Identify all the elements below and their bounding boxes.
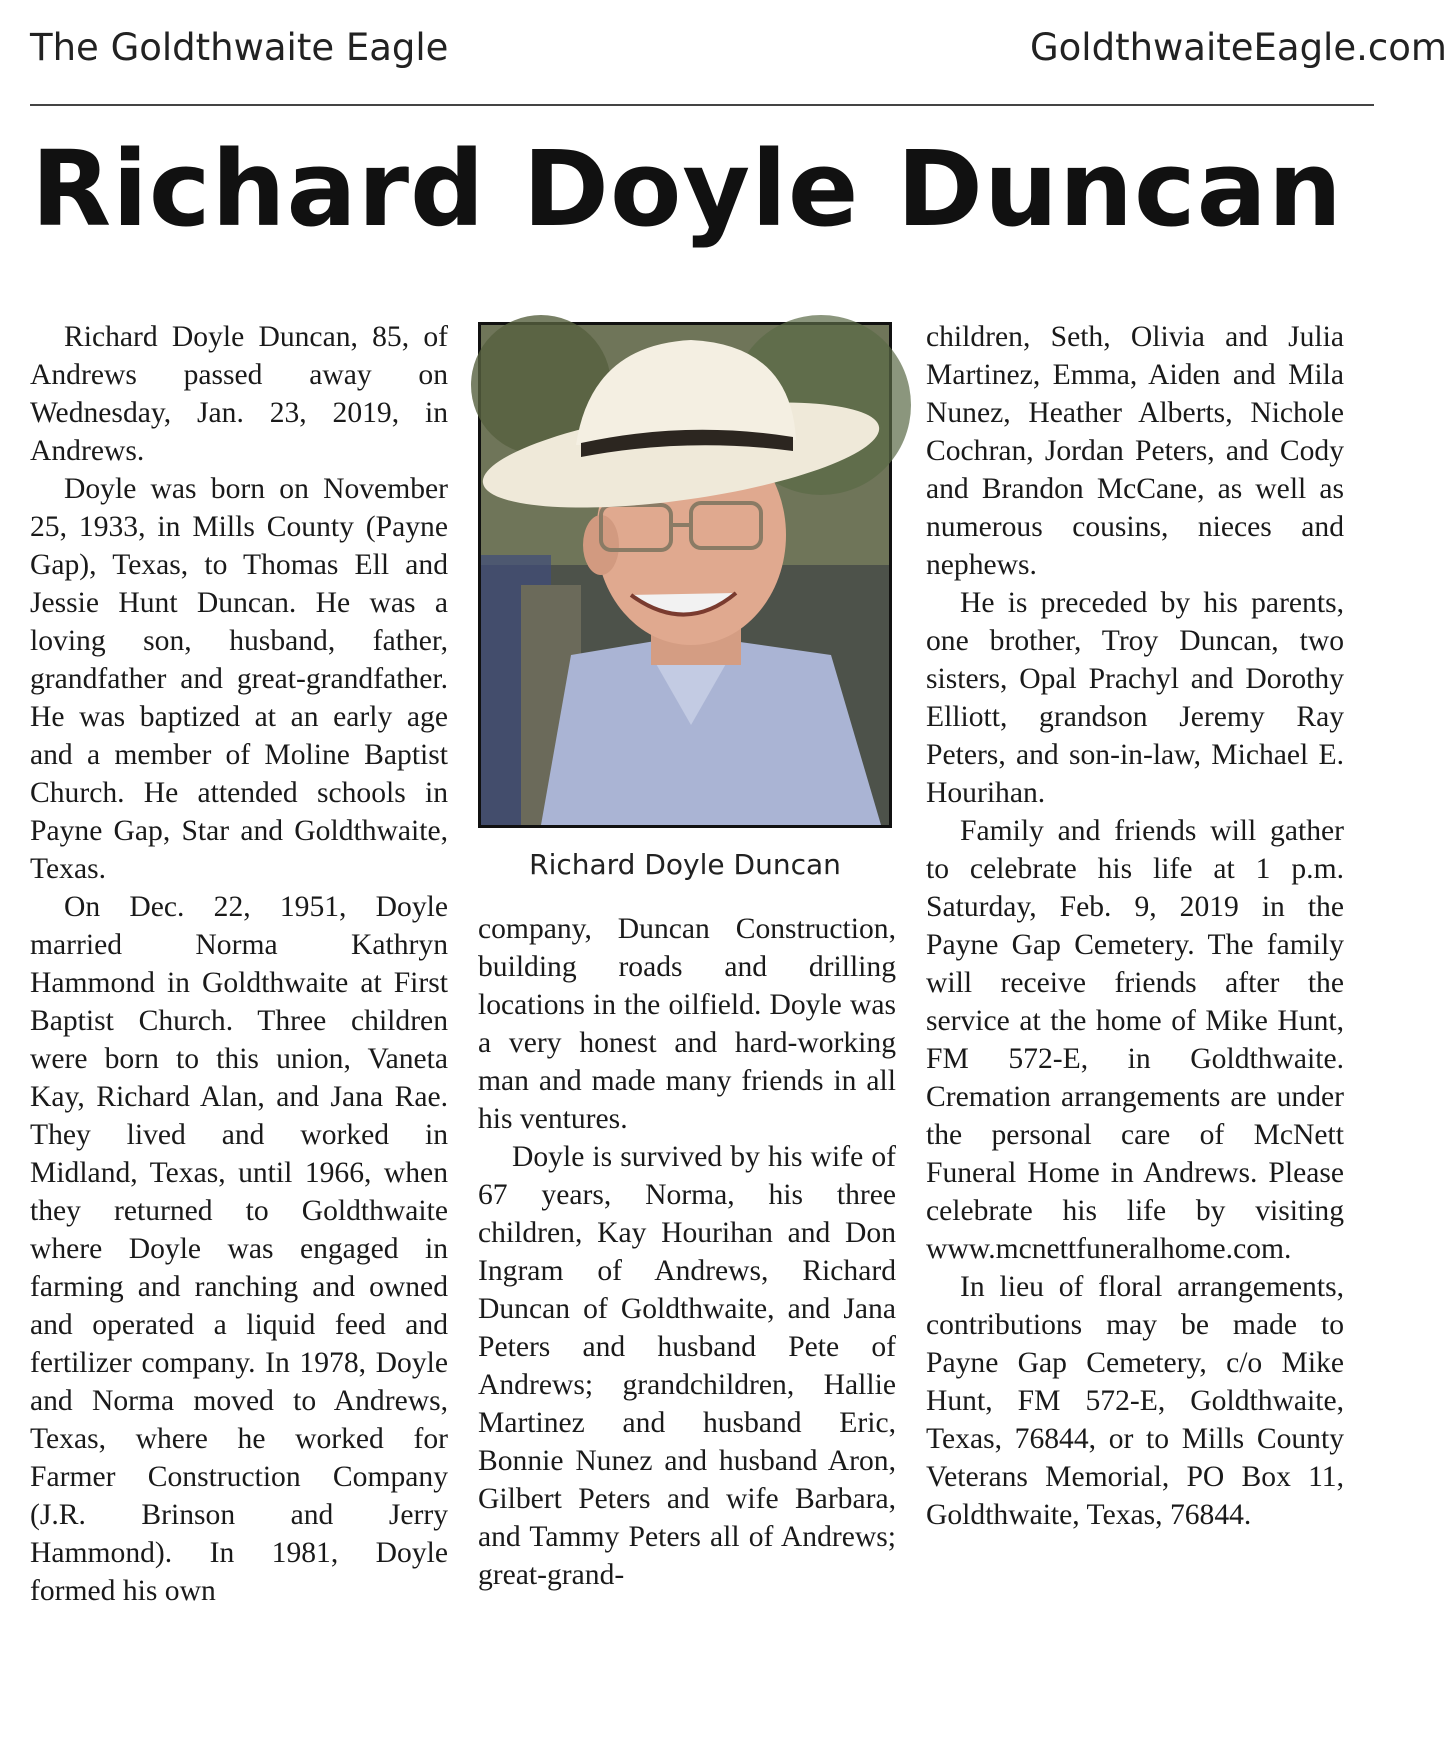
paragraph: company, Duncan Construction, building roads and drilling locations in the oilfield. Doyle was a very honest and hard-working man and made many friends in all his ventures. (478, 913, 896, 1135)
photo-caption: Richard Doyle Duncan (529, 848, 841, 881)
paragraph: Richard Doyle Duncan, 85, of Andrews passed away on Wednesday, Jan. 23, 2019, in Andrews. (30, 321, 448, 467)
article-column-1 (30, 318, 448, 1610)
newspaper-name: The Goldthwaite Eagle (30, 26, 449, 69)
paragraph: He is preceded by his parents, one brother, Troy Duncan, two sisters, Opal Prachyl and Dorothy Elliott, grandson Jeremy Ray Peters, and son-in-law, Michael E. Hourihan. (926, 587, 1344, 809)
obituary-headline: Richard Doyle Duncan (31, 128, 1343, 250)
article-column-2 (478, 910, 896, 1594)
paragraph: In lieu of floral arrangements, contributions may be made to Payne Gap Cemetery, c/o Mike Hunt, FM 572-E, Goldthwaite, Texas, 76844, or to Mills County Veterans Memorial, PO Box 11, Goldthwaite, Texas, 76844. (926, 1271, 1344, 1531)
article-column-3 (926, 318, 1344, 1534)
portrait-illustration (481, 325, 889, 825)
paragraph: Doyle is survived by his wife of 67 years, Norma, his three children, Kay Hourihan and Don Ingram of Andrews, Richard Duncan of Goldthwaite, and Jana Peters and husband Pete of Andrews; grandchildren, Hallie Martinez and husband Eric, Bonnie Nunez and husband Aron, Gilbert Peters and wife Barbara, and Tammy Peters all of Andrews; great-grand- (478, 1141, 896, 1591)
paragraph: Doyle was born on November 25, 1933, in Mills County (Payne Gap), Texas, to Thomas Ell and Jessie Hunt Duncan. He was a loving son, husband, father, grandfather and great-grandfather. He was baptized at an early age and a member of Moline Baptist Church. He attended schools in Payne Gap, Star and Goldthwaite, Texas. (30, 473, 448, 885)
portrait-photo (478, 322, 892, 828)
masthead-divider (30, 104, 1374, 106)
paragraph: Family and friends will gather to celebrate his life at 1 p.m. Saturday, Feb. 9, 2019 in the Payne Gap Cemetery. The family will receive friends after the service at the home of Mike Hunt, FM 572-E, in Goldthwaite. Cremation arrangements are under the personal care of McNett Funeral Home in Andrews. Please celebrate his life by visiting www.mcnettfuneralhome.com. (926, 815, 1344, 1265)
paragraph: On Dec. 22, 1951, Doyle married Norma Kathryn Hammond in Goldthwaite at First Baptist Church. Three children were born to this union, Vaneta Kay, Richard Alan, and Jana Rae. They lived and worked in Midland, Texas, until 1966, when they returned to Goldthwaite where Doyle was engaged in farming and ranching and owned and operated a liquid feed and fertilizer company. In 1978, Doyle and Norma moved to Andrews, Texas, where he worked for Farmer Construction Company (J.R. Brinson and Jerry Hammond). In 1981, Doyle formed his own (30, 891, 448, 1607)
paragraph: children, Seth, Olivia and Julia Martinez, Emma, Aiden and Mila Nunez, Heather Alberts, Nichole Cochran, Jordan Peters, and Cody and Brandon McCane, as well as numerous cousins, nieces and nephews. (926, 321, 1344, 581)
website-url: GoldthwaiteEagle.com (1030, 26, 1447, 69)
